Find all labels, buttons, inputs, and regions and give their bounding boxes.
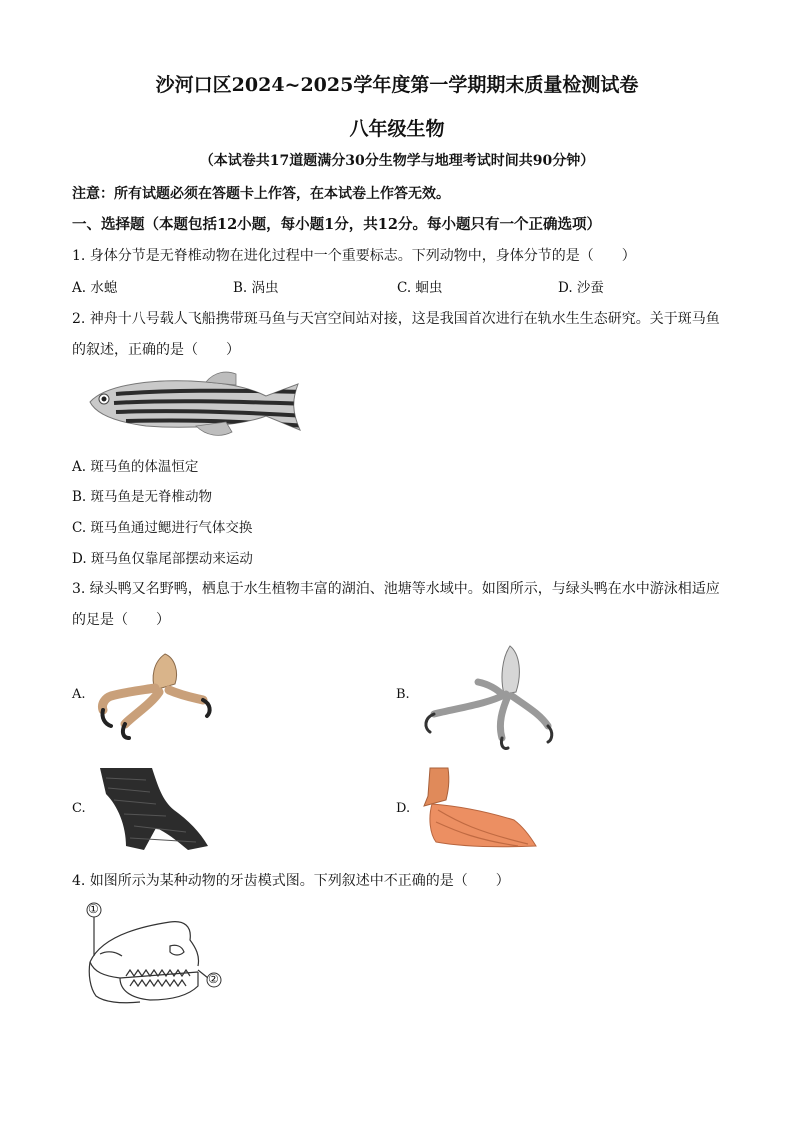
q3-label-a: A. <box>72 687 86 702</box>
section-heading: 一、选择题（本题包括12小题，每小题1分，共12分。每小题只有一个正确选项） <box>72 216 601 233</box>
q3-label-b: B. <box>396 687 410 702</box>
marker-2: ② <box>208 972 219 986</box>
q1-option-a: A. 水螅 <box>72 280 118 296</box>
zebrafish-image <box>86 370 304 440</box>
teeth-diagram <box>80 900 240 1010</box>
q1-option-c: C. 蛔虫 <box>397 280 443 296</box>
exam-subtitle: 八年级生物 <box>349 118 445 140</box>
webbed-foot-image <box>418 766 540 852</box>
q2-option-d: D. 斑马鱼仅靠尾部摆动来运动 <box>72 551 253 567</box>
notice-text: 注意：所有试题必须在答题卡上作答，在本试卷上作答无效。 <box>72 186 450 202</box>
q1-option-d: D. 沙蚕 <box>558 280 604 296</box>
talon-foot-image <box>95 652 213 740</box>
q3-label-c: C. <box>72 801 86 816</box>
marker-1: ① <box>88 902 99 916</box>
q1-option-b: B. 涡虫 <box>233 280 279 296</box>
q2-stem-line1: 2. 神舟十八号载人飞船携带斑马鱼与天宫空间站对接，这是我国首次进行在轨水生生态研究。关于斑马鱼 <box>72 311 720 327</box>
exam-title: 沙河口区2024~2025学年度第一学期期末质量检测试卷 <box>155 74 639 96</box>
q3-stem-line2: 的足是（ ） <box>72 612 170 628</box>
q2-option-c: C. 斑马鱼通过鳃进行气体交换 <box>72 520 253 536</box>
scaly-foot-image <box>96 766 214 852</box>
chicken-foot-image <box>418 644 558 750</box>
q1-stem: 1. 身体分节是无脊椎动物在进化过程中一个重要标志。下列动物中，身体分节的是（ ） <box>72 248 636 264</box>
exam-info: （本试卷共17道题满分30分生物学与地理考试时间共90分钟） <box>199 153 595 169</box>
q2-option-a: A. 斑马鱼的体温恒定 <box>72 459 199 475</box>
q4-stem: 4. 如图所示为某种动物的牙齿模式图。下列叙述中不正确的是（ ） <box>72 873 510 889</box>
q3-label-d: D. <box>396 801 411 816</box>
q2-stem-line2: 的叙述，正确的是（ ） <box>72 342 240 358</box>
q2-option-b: B. 斑马鱼是无脊椎动物 <box>72 489 213 505</box>
q3-stem-line1: 3. 绿头鸭又名野鸭，栖息于水生植物丰富的湖泊、池塘等水域中。如图所示，与绿头鸭在水中游泳相适应 <box>72 581 720 597</box>
